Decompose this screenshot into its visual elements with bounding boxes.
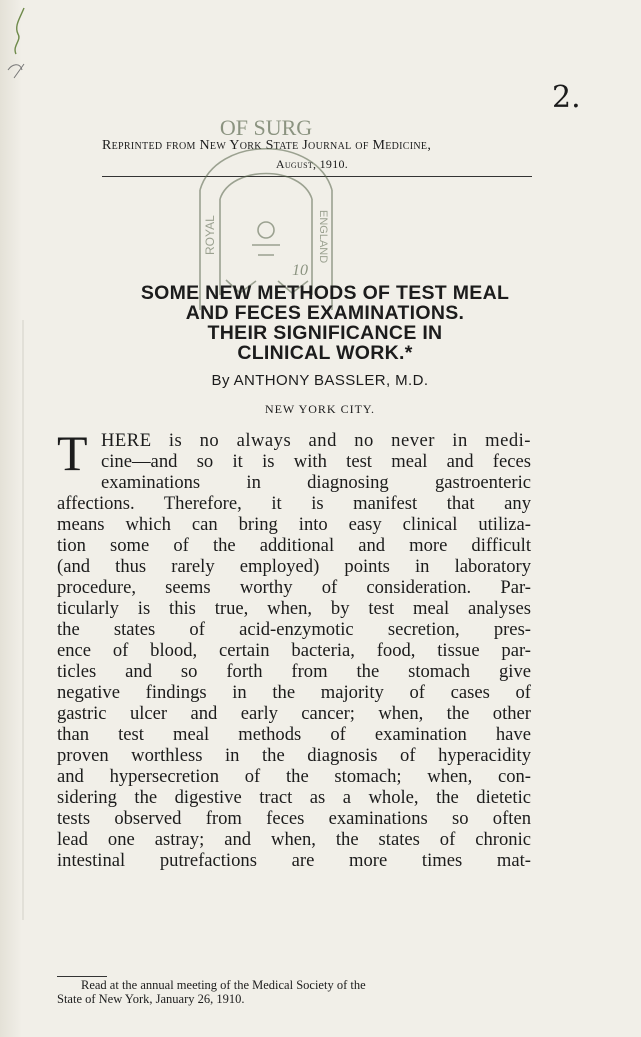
body-line: ence of blood, certain bacteria, food, tissue par- [57,640,531,661]
body-line: tion some of the additional and more difficult [57,535,531,556]
stamp-text: OF SURG [219,115,313,140]
publication-date: August, 1910. [275,157,349,171]
body-line: lead one astray; and when, the states of chronic [57,829,531,850]
title-line: SOME NEW METHODS OF TEST MEAL [140,282,510,304]
body-line: tests observed from feces examinations so often [57,808,531,829]
article-title [100,283,550,363]
body-line: procedure, seems worthy of consideration. Par- [57,577,531,598]
footnote [57,978,531,1006]
body-line: negative findings in the majority of cases of [57,682,531,703]
footnote-line: State of New York, January 26, 1910. [57,992,245,1006]
body-line: examinations in diagnosing gastroenteric [101,472,531,493]
stamp-number: 10 [292,262,308,279]
body-line: cine—and so it is with test meal and feces [101,451,531,472]
footnote-line: Read at the annual meeting of the Medical Society of the [81,978,366,992]
body-line: intestinal putrefactions are more times mat- [57,850,531,871]
body-line: ticles and so forth from the stomach give [57,661,531,682]
body-line: the states of acid-enzymotic secretion, pres- [57,619,531,640]
article-body [57,425,531,871]
body-line: means which can bring into easy clinical utiliza- [57,514,531,535]
reprint-line: Reprinted from New York State Journal of Medicine, [102,138,432,153]
title-line: AND FECES EXAMINATIONS. [185,302,465,324]
body-line: ticularly is this true, when, by test meal analyses [57,598,531,619]
body-line: and hypersecretion of the stomach; when, con- [57,766,531,787]
pencil-annotation [2,4,42,84]
body-line: proven worthless in the diagnosis of hyperacidity [57,745,531,766]
page-number: 2. [552,80,581,115]
body-line: than test meal methods of examination have [57,724,531,745]
stamp-side-right: ENGLAND [317,210,329,264]
title-line: CLINICAL WORK.* [237,342,413,364]
page-edge [0,0,22,1037]
body-line: gastric ulcer and early cancer; when, the other [57,703,531,724]
body-line: sidering the digestive tract as a whole, the dietetic [57,787,531,808]
footnote-rule [57,976,107,977]
binding-shadow [22,320,24,920]
author-byline: By ANTHONY BASSLER, M.D. [211,372,429,389]
drop-cap: T [57,425,88,481]
author-location: NEW YORK CITY. [264,402,376,416]
body-line: HERE is no always and no never in medi- [101,430,531,451]
library-stamp-icon [186,95,346,310]
stamp-side-left: ROYAL [203,215,217,255]
body-line: affections. Therefore, it is manifest that any [57,493,531,514]
body-line: (and thus rarely employed) points in laboratory [57,556,531,577]
title-line: THEIR SIGNIFICANCE IN [207,322,443,344]
